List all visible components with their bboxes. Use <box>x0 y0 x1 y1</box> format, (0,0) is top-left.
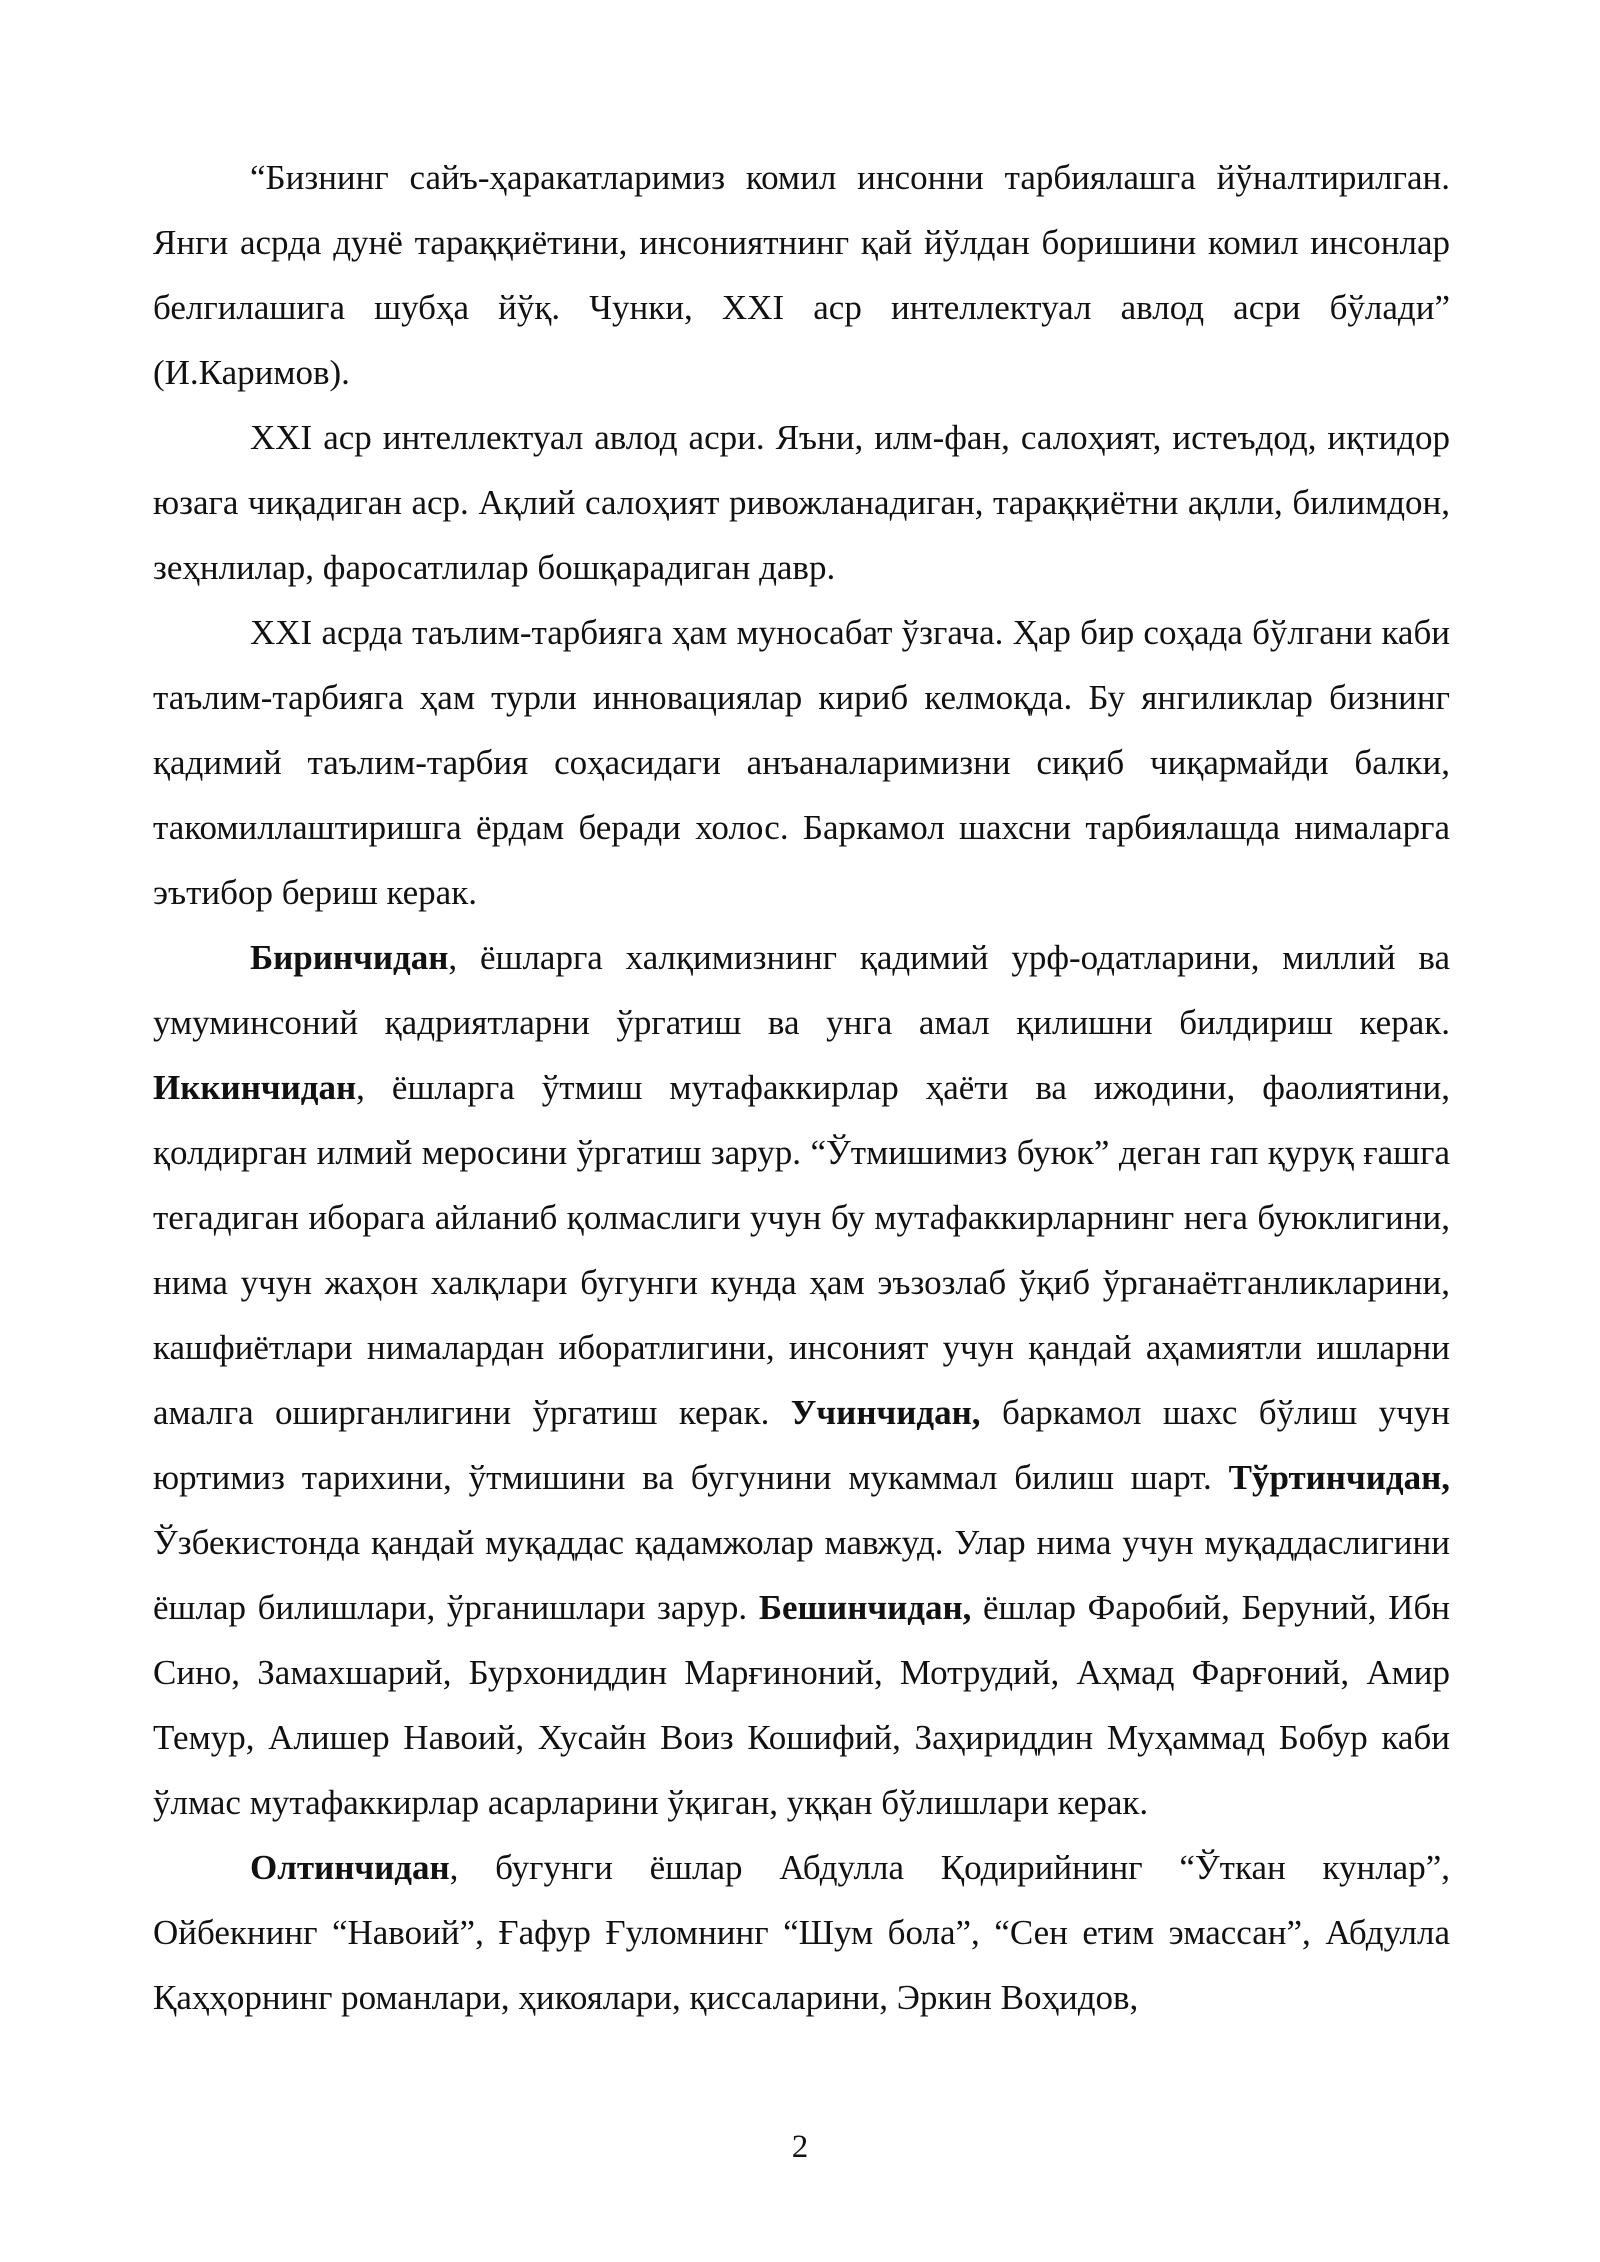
paragraph-2 <box>153 405 1450 600</box>
text-segment: , ёшларга халқимизнинг қадимий урф-одатларини, миллий ва умуминсоний қадриятларни ўргатиш ва унга амал қилишни билдириш керак. <box>153 938 1450 1042</box>
paragraph-5 <box>153 1835 1450 2030</box>
bold-term: Учинчидан, <box>790 1393 981 1432</box>
bold-term: Биринчидан <box>250 938 449 977</box>
paragraph-3 <box>153 600 1450 925</box>
text-segment: Ўзбекистонда қандай муқаддас қадамжолар мавжуд. Улар нима учун муқаддаслигини ёшлар билишлари, ўрганишлари зарур. <box>153 1523 1450 1627</box>
text-segment: “Бизнинг сайъ-ҳаракатларимиз комил инсонни тарбиялашга йўналтирилган. Янги асрда дунё тараққиётини, инсониятнинг қай йўлдан боришини комил инсонлар белгилашига шубҳа йўқ. Чунки, XXI аср интеллектуал авлод асри бўлади” (И.Каримов). <box>153 158 1450 392</box>
text-segment: XXI аср интеллектуал авлод асри. Яъни, илм-фан, салоҳият, истеъдод, иқтидор юзага чиқадиган аср. Ақлий салоҳият ривожланадиган, тараққиётни ақлли, билимдон, зеҳнлилар, фаросатлилар бошқарадиган давр. <box>153 418 1450 587</box>
bold-term: Бешинчидан, <box>758 1588 972 1627</box>
document-page <box>153 145 1450 2145</box>
text-segment: , бугунги ёшлар Абдулла Қодирийнинг “Ўткан кунлар”, Ойбекнинг “Навоий”, Ғафур Ғуломнинг “Шум бола”, “Сен етим эмассан”, Абдулла Қаҳҳорнинг романлари, ҳикоялари, қиссаларини, Эркин Воҳидов, <box>153 1848 1450 2017</box>
text-segment: ёшлар Фаробий, Беруний, Ибн Сино, Замахшарий, Бурхониддин Марғиноний, Мотрудий, Аҳмад Фарғоний, Амир Темур, Алишер Навоий, Хусайн Воиз Кошифий, Заҳириддин Муҳаммад Бобур каби ўлмас мутафаккирлар асарларини ўқиган, уққан бўлишлари керак. <box>153 1588 1450 1822</box>
paragraph-4 <box>153 925 1450 1835</box>
page-number: 2 <box>791 2129 809 2165</box>
bold-term: Иккинчидан <box>153 1068 357 1107</box>
bold-term: Тўртинчидан, <box>1228 1458 1450 1497</box>
text-segment: , ёшларга ўтмиш мутафаккирлар ҳаёти ва ижодини, фаолиятини, қолдирган илмий меросини ўргатиш зарур. “Ўтмишимиз буюк” деган гап қуруқ ғашга тегадиган иборага айланиб қолмаслиги учун бу мутафаккирларнинг нега буюклигини, нима учун жаҳон халқлари бугунги кунда ҳам эъзозлаб ўқиб ўрганаётганликларини, кашфиётлари нималардан иборатлигини, инсоният учун қандай аҳамиятли ишларни амалга оширганлигини ўргатиш керак. <box>153 1068 1450 1432</box>
text-segment: XXI асрда таълим-тарбияга ҳам муносабат ўзгача. Ҳар бир соҳада бўлгани каби таълим-тарбияга ҳам турли инновациялар кириб келмоқда. Бу янгиликлар бизнинг қадимий таълим-тарбия соҳасидаги анъаналаримизни сиқиб чиқармайди балки, такомиллаштиришга ёрдам беради холос. Баркамол шахсни тарбиялашда нималарга эътибор бериш керак. <box>153 613 1450 912</box>
bold-term: Олтинчидан <box>250 1848 450 1887</box>
text-segment: баркамол шахс бўлиш учун юртимиз тарихини, ўтмишини ва бугунини мукаммал билиш шарт. <box>153 1393 1450 1497</box>
paragraph-1 <box>153 145 1450 405</box>
